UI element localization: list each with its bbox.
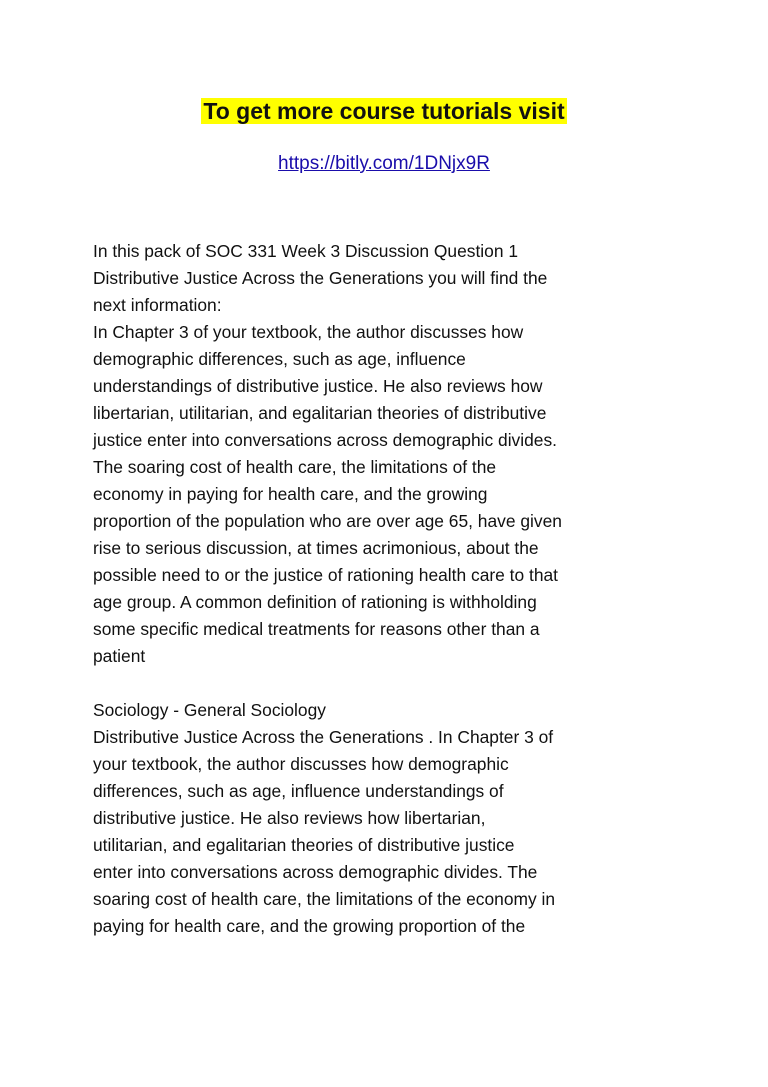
header-title-text: To get more course tutorials visit — [203, 98, 565, 124]
intro-line: next information: — [93, 295, 222, 315]
summary-line: distributive justice. He also reviews how libertarian, — [93, 808, 486, 828]
summary-paragraph — [93, 724, 693, 940]
description-line: justice enter into conversations across demographic divides. — [93, 430, 557, 450]
description-line: libertarian, utilitarian, and egalitarian theories of distributive — [93, 403, 547, 423]
description-line: proportion of the population who are over age 65, have given — [93, 511, 562, 531]
header-link-row — [0, 149, 768, 179]
description-line: demographic differences, such as age, influence — [93, 349, 466, 369]
intro-line: In this pack of SOC 331 Week 3 Discussion Question 1 — [93, 241, 518, 261]
description-line: possible need to or the justice of rationing health care to that — [93, 565, 559, 585]
summary-line: utilitarian, and egalitarian theories of distributive justice — [93, 835, 515, 855]
body-text — [93, 238, 693, 940]
description-line: The soaring cost of health care, the limitations of the — [93, 457, 497, 477]
description-paragraph — [93, 319, 693, 670]
header-title — [0, 94, 768, 128]
summary-line: differences, such as age, influence understandings of — [93, 781, 504, 801]
summary-line: enter into conversations across demographic divides. The — [93, 862, 538, 882]
description-line: In Chapter 3 of your textbook, the author discusses how — [93, 322, 524, 342]
summary-line: paying for health care, and the growing proportion of the — [93, 916, 526, 936]
tutorials-link[interactable]: https://bitly.com/1DNjx9R — [278, 153, 490, 174]
intro-line: Distributive Justice Across the Generations you will find the — [93, 268, 548, 288]
summary-line: soaring cost of health care, the limitations of the economy in — [93, 889, 556, 909]
description-line: age group. A common definition of rationing is withholding — [93, 592, 537, 612]
description-line: economy in paying for health care, and the growing — [93, 484, 488, 504]
description-line: rise to serious discussion, at times acrimonious, about the — [93, 538, 539, 558]
description-line: understandings of distributive justice. He also reviews how — [93, 376, 543, 396]
category-paragraph — [93, 697, 693, 724]
summary-line: your textbook, the author discusses how demographic — [93, 754, 509, 774]
intro-paragraph — [93, 238, 693, 319]
description-line: some specific medical treatments for reasons other than a — [93, 619, 540, 639]
category-label: Sociology - General Sociology — [93, 700, 326, 720]
summary-line: Distributive Justice Across the Generations . In Chapter 3 of — [93, 727, 554, 747]
paragraph-spacer — [93, 670, 693, 697]
description-line: patient — [93, 646, 146, 666]
